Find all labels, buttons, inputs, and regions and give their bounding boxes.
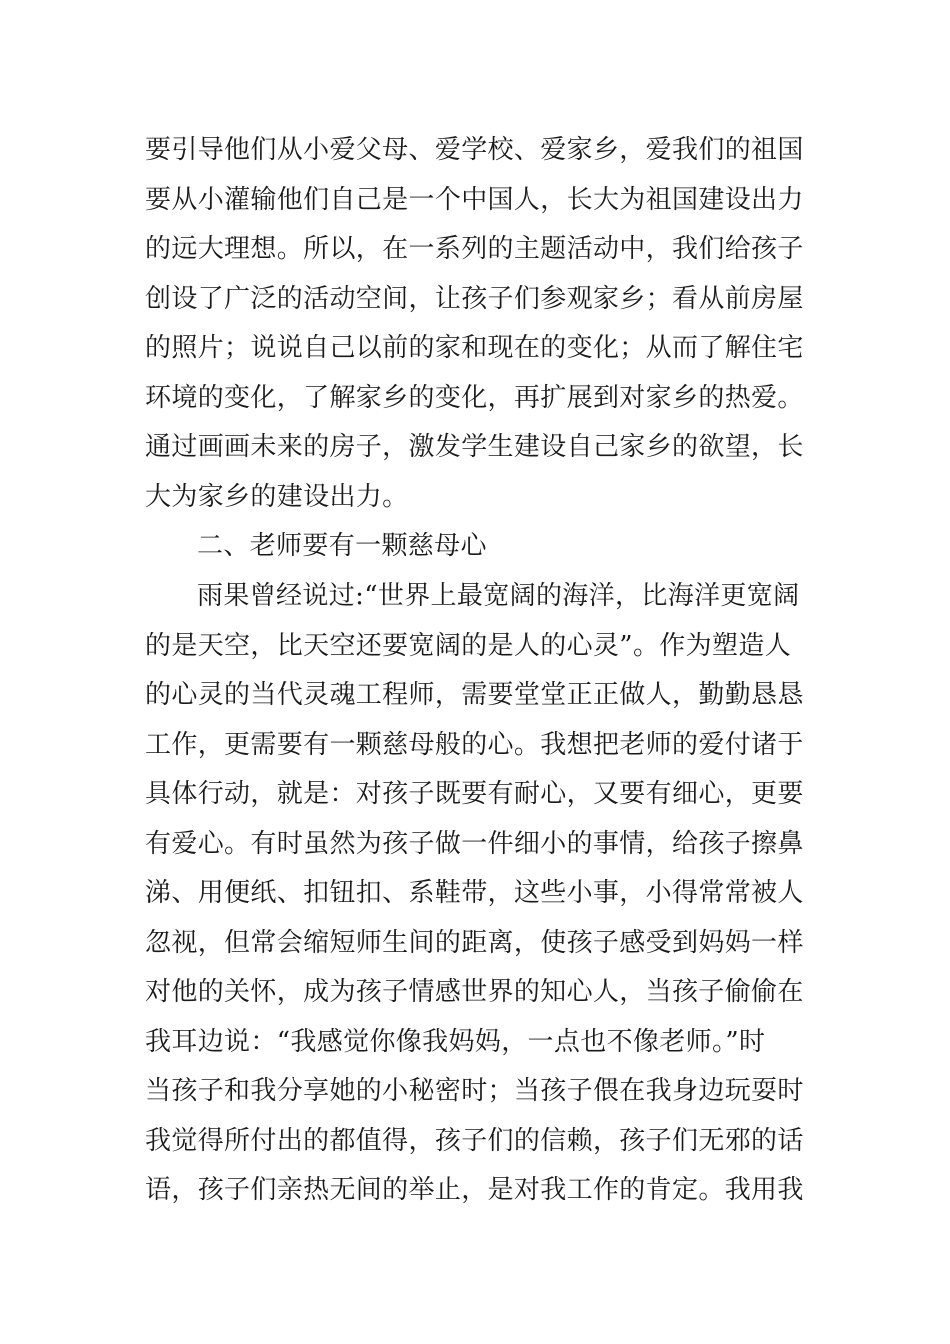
paragraph-line: 具体行动，就是：对孩子既要有耐心，又要有细心，更要 bbox=[145, 779, 804, 809]
paragraph-line: 的是天空，比天空还要宽阔的是人的心灵”。作为塑造人 bbox=[145, 631, 792, 661]
paragraph-line: 雨果曾经说过:“世界上最宽阔的海洋，比海洋更宽阔 bbox=[197, 581, 800, 611]
paragraph-line: 我觉得所付出的都值得，孩子们的信赖，孩子们无邪的话 bbox=[145, 1126, 804, 1156]
paragraph-line: 当孩子和我分享她的小秘密时；当孩子偎在我身边玩耍时 bbox=[145, 1076, 804, 1106]
paragraph-line: 大为家乡的建设出力。 bbox=[145, 482, 409, 512]
paragraph-line: 要引导他们从小爱父母、爱学校、爱家乡，爱我们的祖国 bbox=[145, 135, 804, 165]
paragraph-line: 环境的变化，了解家乡的变化，再扩展到对家乡的热爱。 bbox=[145, 383, 804, 413]
paragraph-line: 通过画画未来的房子，激发学生建设自己家乡的欲望，长 bbox=[145, 432, 804, 462]
paragraph-line: 语，孩子们亲热无间的举止，是对我工作的肯定。我用我 bbox=[145, 1175, 804, 1205]
paragraph-line: 的心灵的当代灵魂工程师，需要堂堂正正做人，勤勤恳恳 bbox=[145, 680, 804, 710]
paragraph-line: 要从小灌输他们自己是一个中国人，长大为祖国建设出力 bbox=[145, 185, 804, 215]
paragraph-line: 的照片；说说自己以前的家和现在的变化；从而了解住宅 bbox=[145, 333, 804, 363]
paragraph-line: 我耳边说：“我感觉你像我妈妈，一点也不像老师。”时 bbox=[145, 1027, 766, 1057]
paragraph-line: 的远大理想。所以，在一系列的主题活动中，我们给孩子 bbox=[145, 234, 804, 264]
paragraph-line: 工作，更需要有一颗慈母般的心。我想把老师的爱付诸于 bbox=[145, 730, 804, 760]
paragraph-line: 忽视，但常会缩短师生间的距离，使孩子感受到妈妈一样 bbox=[145, 928, 804, 958]
paragraph-line: 有爱心。有时虽然为孩子做一件细小的事情，给孩子擦鼻 bbox=[145, 829, 804, 859]
paragraph-line: 涕、用便纸、扣钮扣、系鞋带，这些小事，小得常常被人 bbox=[145, 878, 804, 908]
paragraph-line: 对他的关怀，成为孩子情感世界的知心人，当孩子偷偷在 bbox=[145, 977, 804, 1007]
paragraph-line: 创设了广泛的活动空间，让孩子们参观家乡；看从前房屋 bbox=[145, 284, 804, 314]
section-heading: 二、老师要有一颗慈母心 bbox=[197, 531, 487, 561]
